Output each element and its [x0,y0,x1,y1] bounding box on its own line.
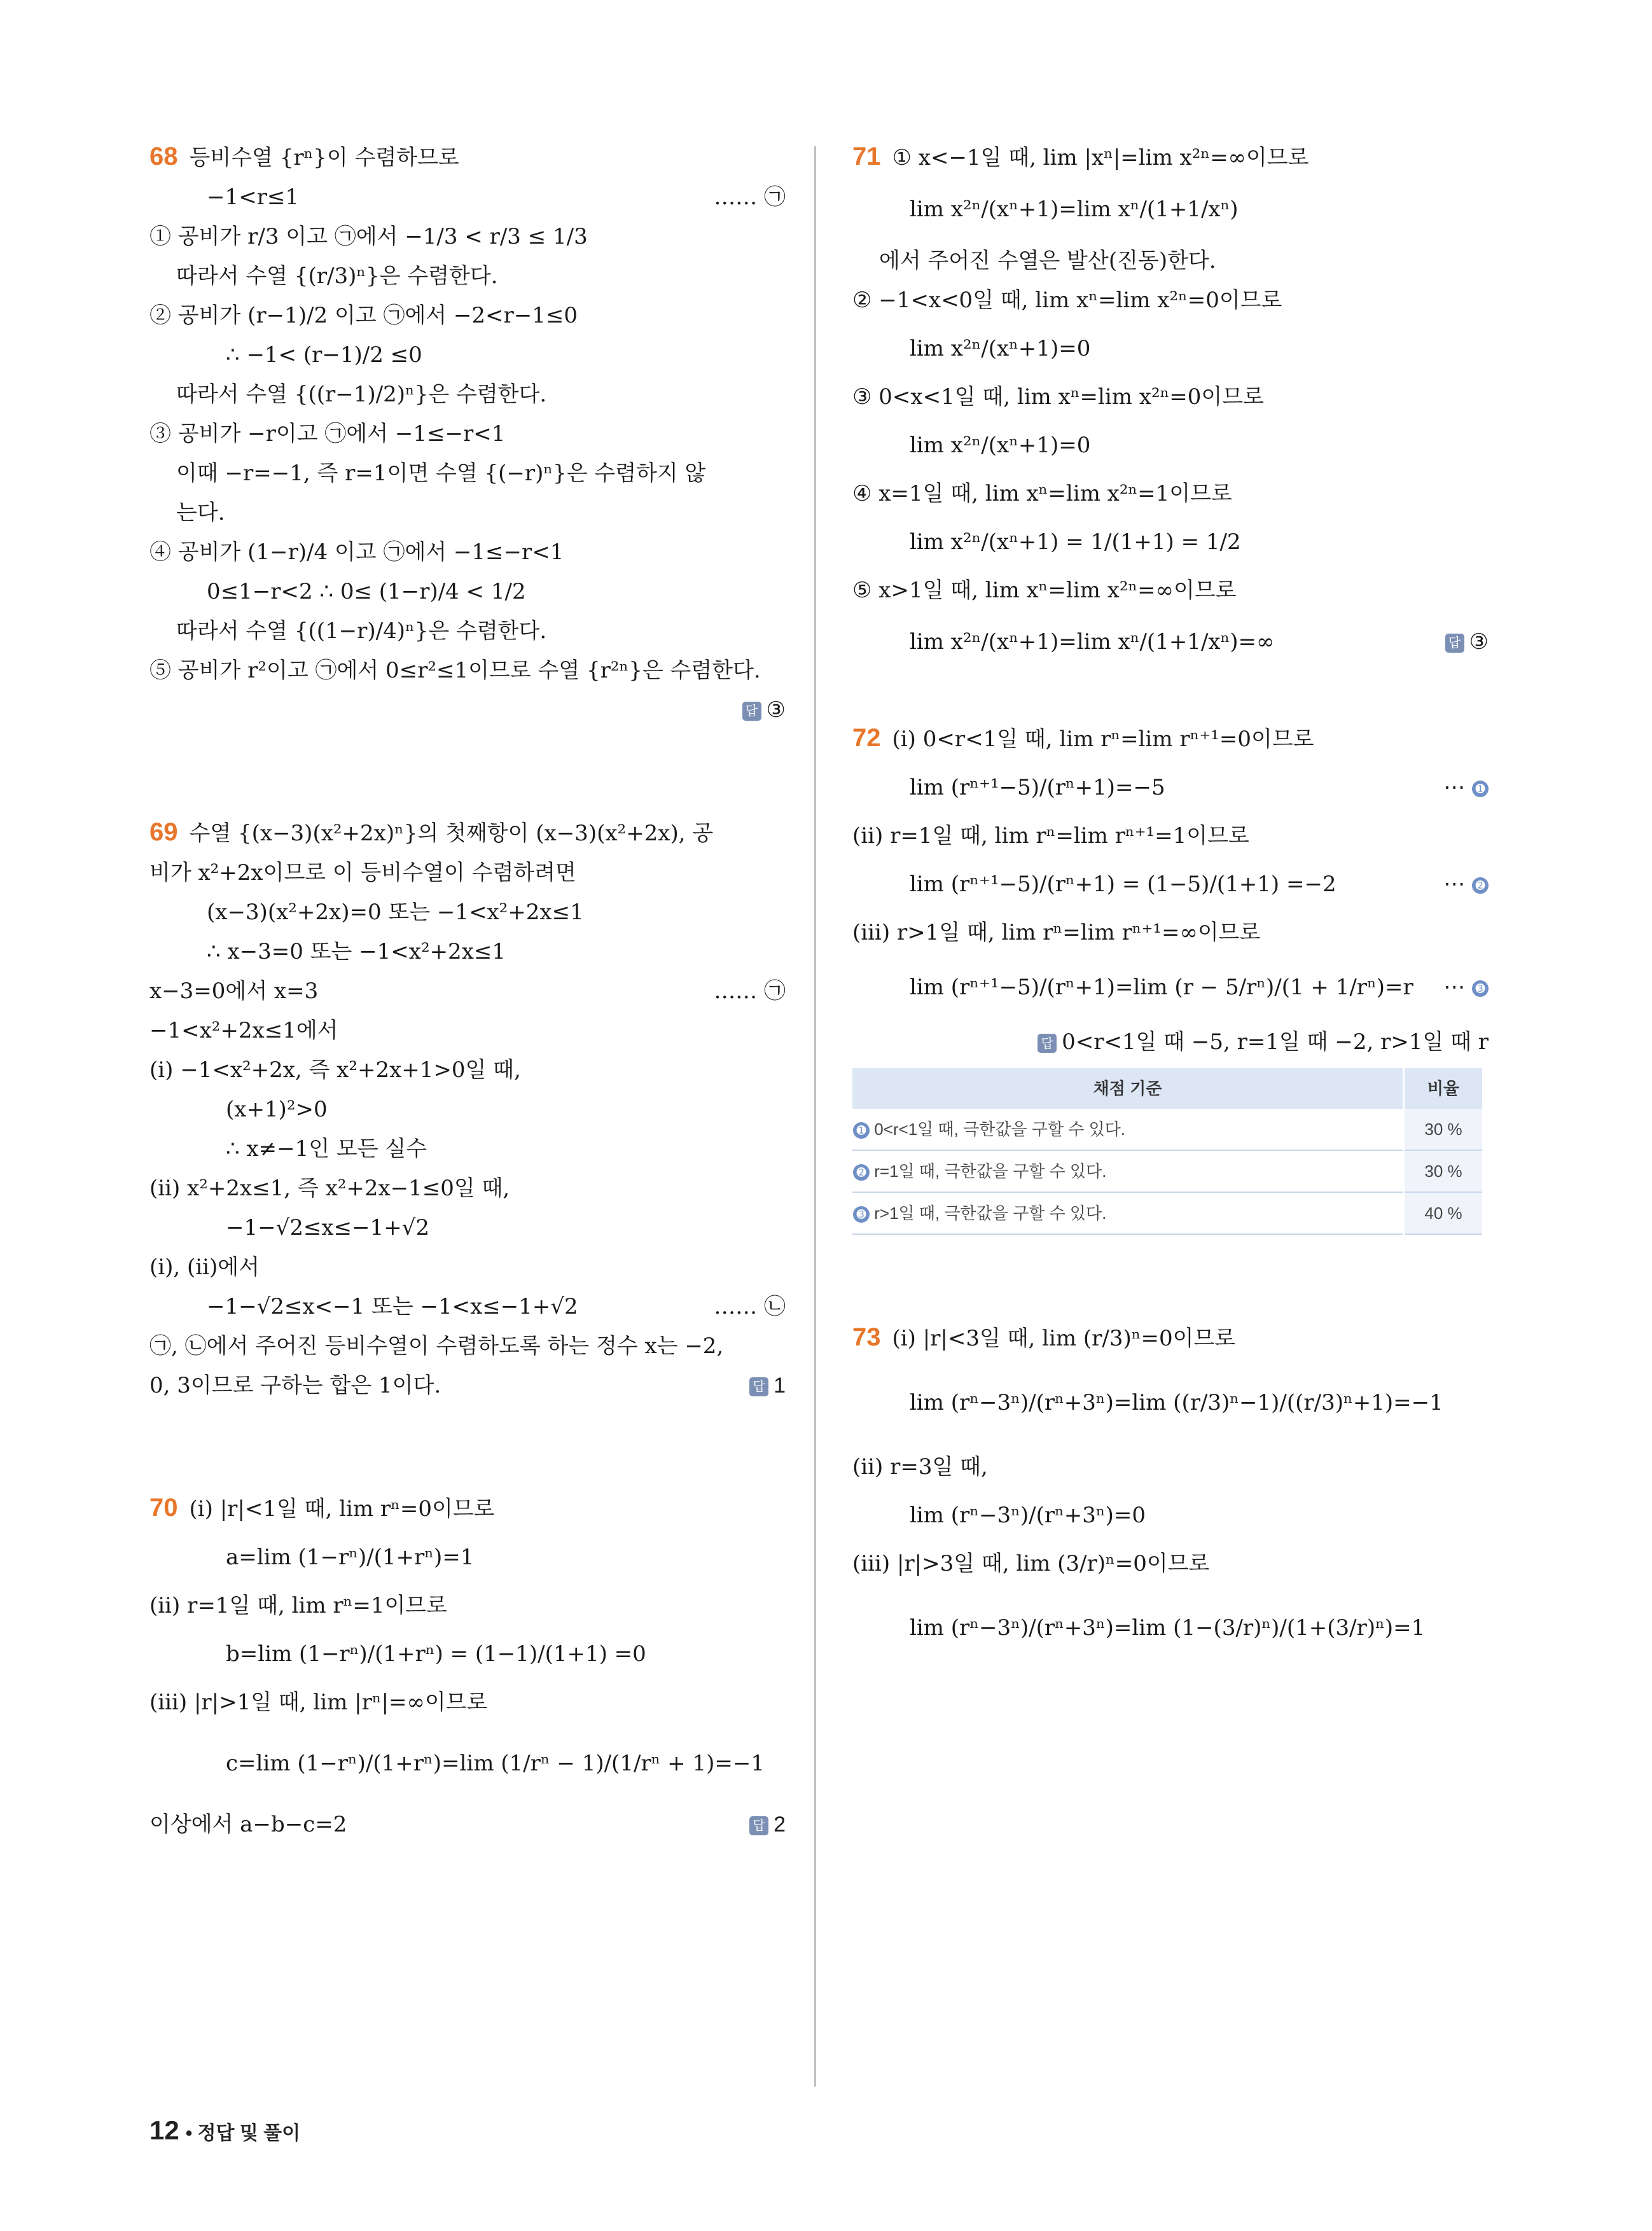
answer-icon: 답 [1038,1034,1057,1053]
problem-73: 73 (ⅰ) |r|<3일 때, lim (r/3)ⁿ=0이므로 lim (rⁿ−3ⁿ)/(rⁿ+3ⁿ)=lim ((r/3)ⁿ−1)/((r/3)ⁿ+1)=−1 (ⅱ) r=3일 때, lim (rⁿ−3ⁿ)/(rⁿ+3ⁿ)=0 (ⅲ) |r|>3일 때, lim (3/r)ⁿ=0이므로 lim (rⁿ−3ⁿ)/(rⁿ+3ⁿ)=lim (1−(3/r)ⁿ)/(1+(3/r)ⁿ)=1 [852,1323,1443,1641]
left-column [149,137,786,1844]
table-row: ➌ r>1일 때, 극한값을 구할 수 있다. 40 % [852,1192,1482,1234]
mark-2-icon: ➋ [853,1164,870,1181]
answer: 0<r<1일 때 −5, r=1일 때 −2, r>1일 때 r [1062,1029,1489,1055]
problem-number: 73 [852,1323,881,1351]
tag-b: …… ㉡ [714,1294,786,1319]
grading-table [852,1068,1482,1235]
mark-3-icon: ➌ [1472,980,1489,997]
tag-a: …… ㉠ [714,978,786,1004]
mark-3-icon: ➌ [853,1206,870,1223]
problem-number: 70 [149,1494,178,1522]
answer-icon: 답 [1445,634,1464,653]
page-footer [149,2115,300,2146]
problem-69: 69 수열 {(x−3)(x²+2x)ⁿ}의 첫째항이 (x−3)(x²+2x), 공 비가 x²+2x이므로 이 등비수열이 수렴하려면 (x−3)(x²+2x)=0 또는 −1<x²+2x≤1 ∴ x−3=0 또는 −1<x²+2x≤1 x−3=0에서 x=3 …… ㉠ −1<x²+2x≤1에서 (ⅰ) −1<x²+2x, 즉 x²+2x+1>0일 때, (x+1)²>0 ∴ x≠−1인 모든 실수 (ⅱ) x²+2x≤1, 즉 x²+2x−1≤0일 때, −1−√2≤x≤−1+√2 (ⅰ), (ⅱ)에서 −1−√2≤x<−1 또는 −1<x≤−1+√2 …… ㉡ ㉠, ㉡에서 주어진 등비수열이 수렴하도록 하는 정수 x는 −2, 0, 3이므로 구하는 합은 1이다. 답 1 [149,812,786,1405]
right-column [852,137,1489,1672]
answer-icon: 답 [742,702,761,721]
answer: 답 2 [749,1805,786,1844]
footer-title: • 정답 및 풀이 [185,2123,301,2144]
tag-a: …… ㉠ [714,184,786,210]
problem-70: 70 (ⅰ) |r|<1일 때, lim rⁿ=0이므로 a=lim (1−rⁿ)/(1+rⁿ)=1 (ⅱ) r=1일 때, lim rⁿ=1이므로 b=lim (1−rⁿ)/(1+rⁿ) = (1−1)/(1+1) =0 (ⅲ) |r|>1일 때, lim |rⁿ|=∞이므로 c=lim (1−rⁿ)/(1+rⁿ)=lim (1/rⁿ − 1)/(1/rⁿ + 1)=−1 이상에서 a−b−c=2 답 2 [149,1488,786,1844]
problem-68: 68 등비수열 {rⁿ}이 수렴하므로 −1<r≤1 …… ㉠ ① 공비가 r/3 이고 ㉠에서 −1/3 < r/3 ≤ 1/3 따라서 수열 {(r/3)ⁿ}은 수렴한다. ② 공비가 (r−1)/2 이고 ㉠에서 −2<r−1≤0 ∴ −1< (r−1)/2 ≤0 따라서 수열 {((r−1)/2)ⁿ}은 수렴한다. ③ 공비가 −r이고 ㉠에서 −1≤−r<1 이때 −r=−1, 즉 r=1이면 수열 {(−r)ⁿ}은 수렴하지 않 는다. ④ 공비가 (1−r)/4 이고 ㉠에서 −1≤−r<1 0≤1−r<2 ∴ 0≤ (1−r)/4 < 1/2 따라서 수열 {((1−r)/4)ⁿ}은 수렴한다. ⑤ 공비가 r²이고 ㉠에서 0≤r²≤1이므로 수열 {r²ⁿ}은 수렴한다. 답 ③ [149,137,786,730]
problem-number: 71 [852,142,881,170]
answer-icon: 답 [749,1816,768,1835]
answer: 답 1 [749,1366,786,1405]
mark-1-icon: ➊ [853,1122,870,1139]
answer: 답 ③ [742,690,786,730]
mark-1-icon: ➊ [1472,781,1489,797]
problem-number: 68 [149,142,178,170]
answer: 답 ③ [1445,610,1489,674]
problem-number: 72 [852,724,881,752]
mark-2-icon: ➋ [1472,877,1489,894]
grading-header-criteria: 채점 기준 [852,1068,1404,1109]
problem-71: 71 ① x<−1일 때, lim |xⁿ|=lim x²ⁿ=∞이므로 lim x²ⁿ/(xⁿ+1)=lim xⁿ/(1+1/xⁿ) 에서 주어진 수열은 발산(진동)한다. ② −1<x<0일 때, lim xⁿ=lim x²ⁿ=0이므로 lim x²ⁿ/(xⁿ+1)=0 ③ 0<x<1일 때, lim xⁿ=lim x²ⁿ=0이므로 lim x²ⁿ/(xⁿ+1)=0 ④ x=1일 때, lim xⁿ=lim x²ⁿ=1이므로 lim x²ⁿ/(xⁿ+1) = 1/(1+1) = 1/2 ⑤ x>1일 때, lim xⁿ=lim x²ⁿ=∞이므로 lim x²ⁿ/(xⁿ+1)=lim xⁿ/(1+1/xⁿ)=∞ 답 ③ [852,137,1489,674]
grading-header-ratio: 비율 [1404,1068,1483,1109]
problem-number: 69 [149,818,178,846]
table-row: ➊ 0<r<1일 때, 극한값을 구할 수 있다. 30 % [852,1109,1482,1150]
table-row: ➋ r=1일 때, 극한값을 구할 수 있다. 30 % [852,1150,1482,1192]
problem-72: 72 (ⅰ) 0<r<1일 때, lim rⁿ=lim rⁿ⁺¹=0이므로 lim (rⁿ⁺¹−5)/(rⁿ+1)=−5 ⋯ ➊ (ⅱ) r=1일 때, lim rⁿ=lim rⁿ⁺¹=1이므로 lim (rⁿ⁺¹−5)/(rⁿ+1) = (1−5)/(1+1) =−2 ⋯ ➋ (ⅲ) r>1일 때, lim rⁿ=lim rⁿ⁺¹=∞이므로 lim (rⁿ⁺¹−5)/(rⁿ+1)=lim (r − 5/rⁿ)/(1 + 1/rⁿ)=r ⋯ ➌ 답 0<r<1일 때 −5, r=1일 때 −2, r>1일 때 r 채점 기준 비율 ➊ 0<r<1일 때, 극한값을 구할 수 있다. 30 % ➋ r=1일 때, 극한값을 구할 수 있다. 30 % ➌ r>1일 때, 극한값을 구할 수 있다. 40 % [852,718,1489,1235]
answer-icon: 답 [749,1377,768,1396]
page-number: 12 [149,2115,179,2145]
column-divider [814,146,816,2087]
